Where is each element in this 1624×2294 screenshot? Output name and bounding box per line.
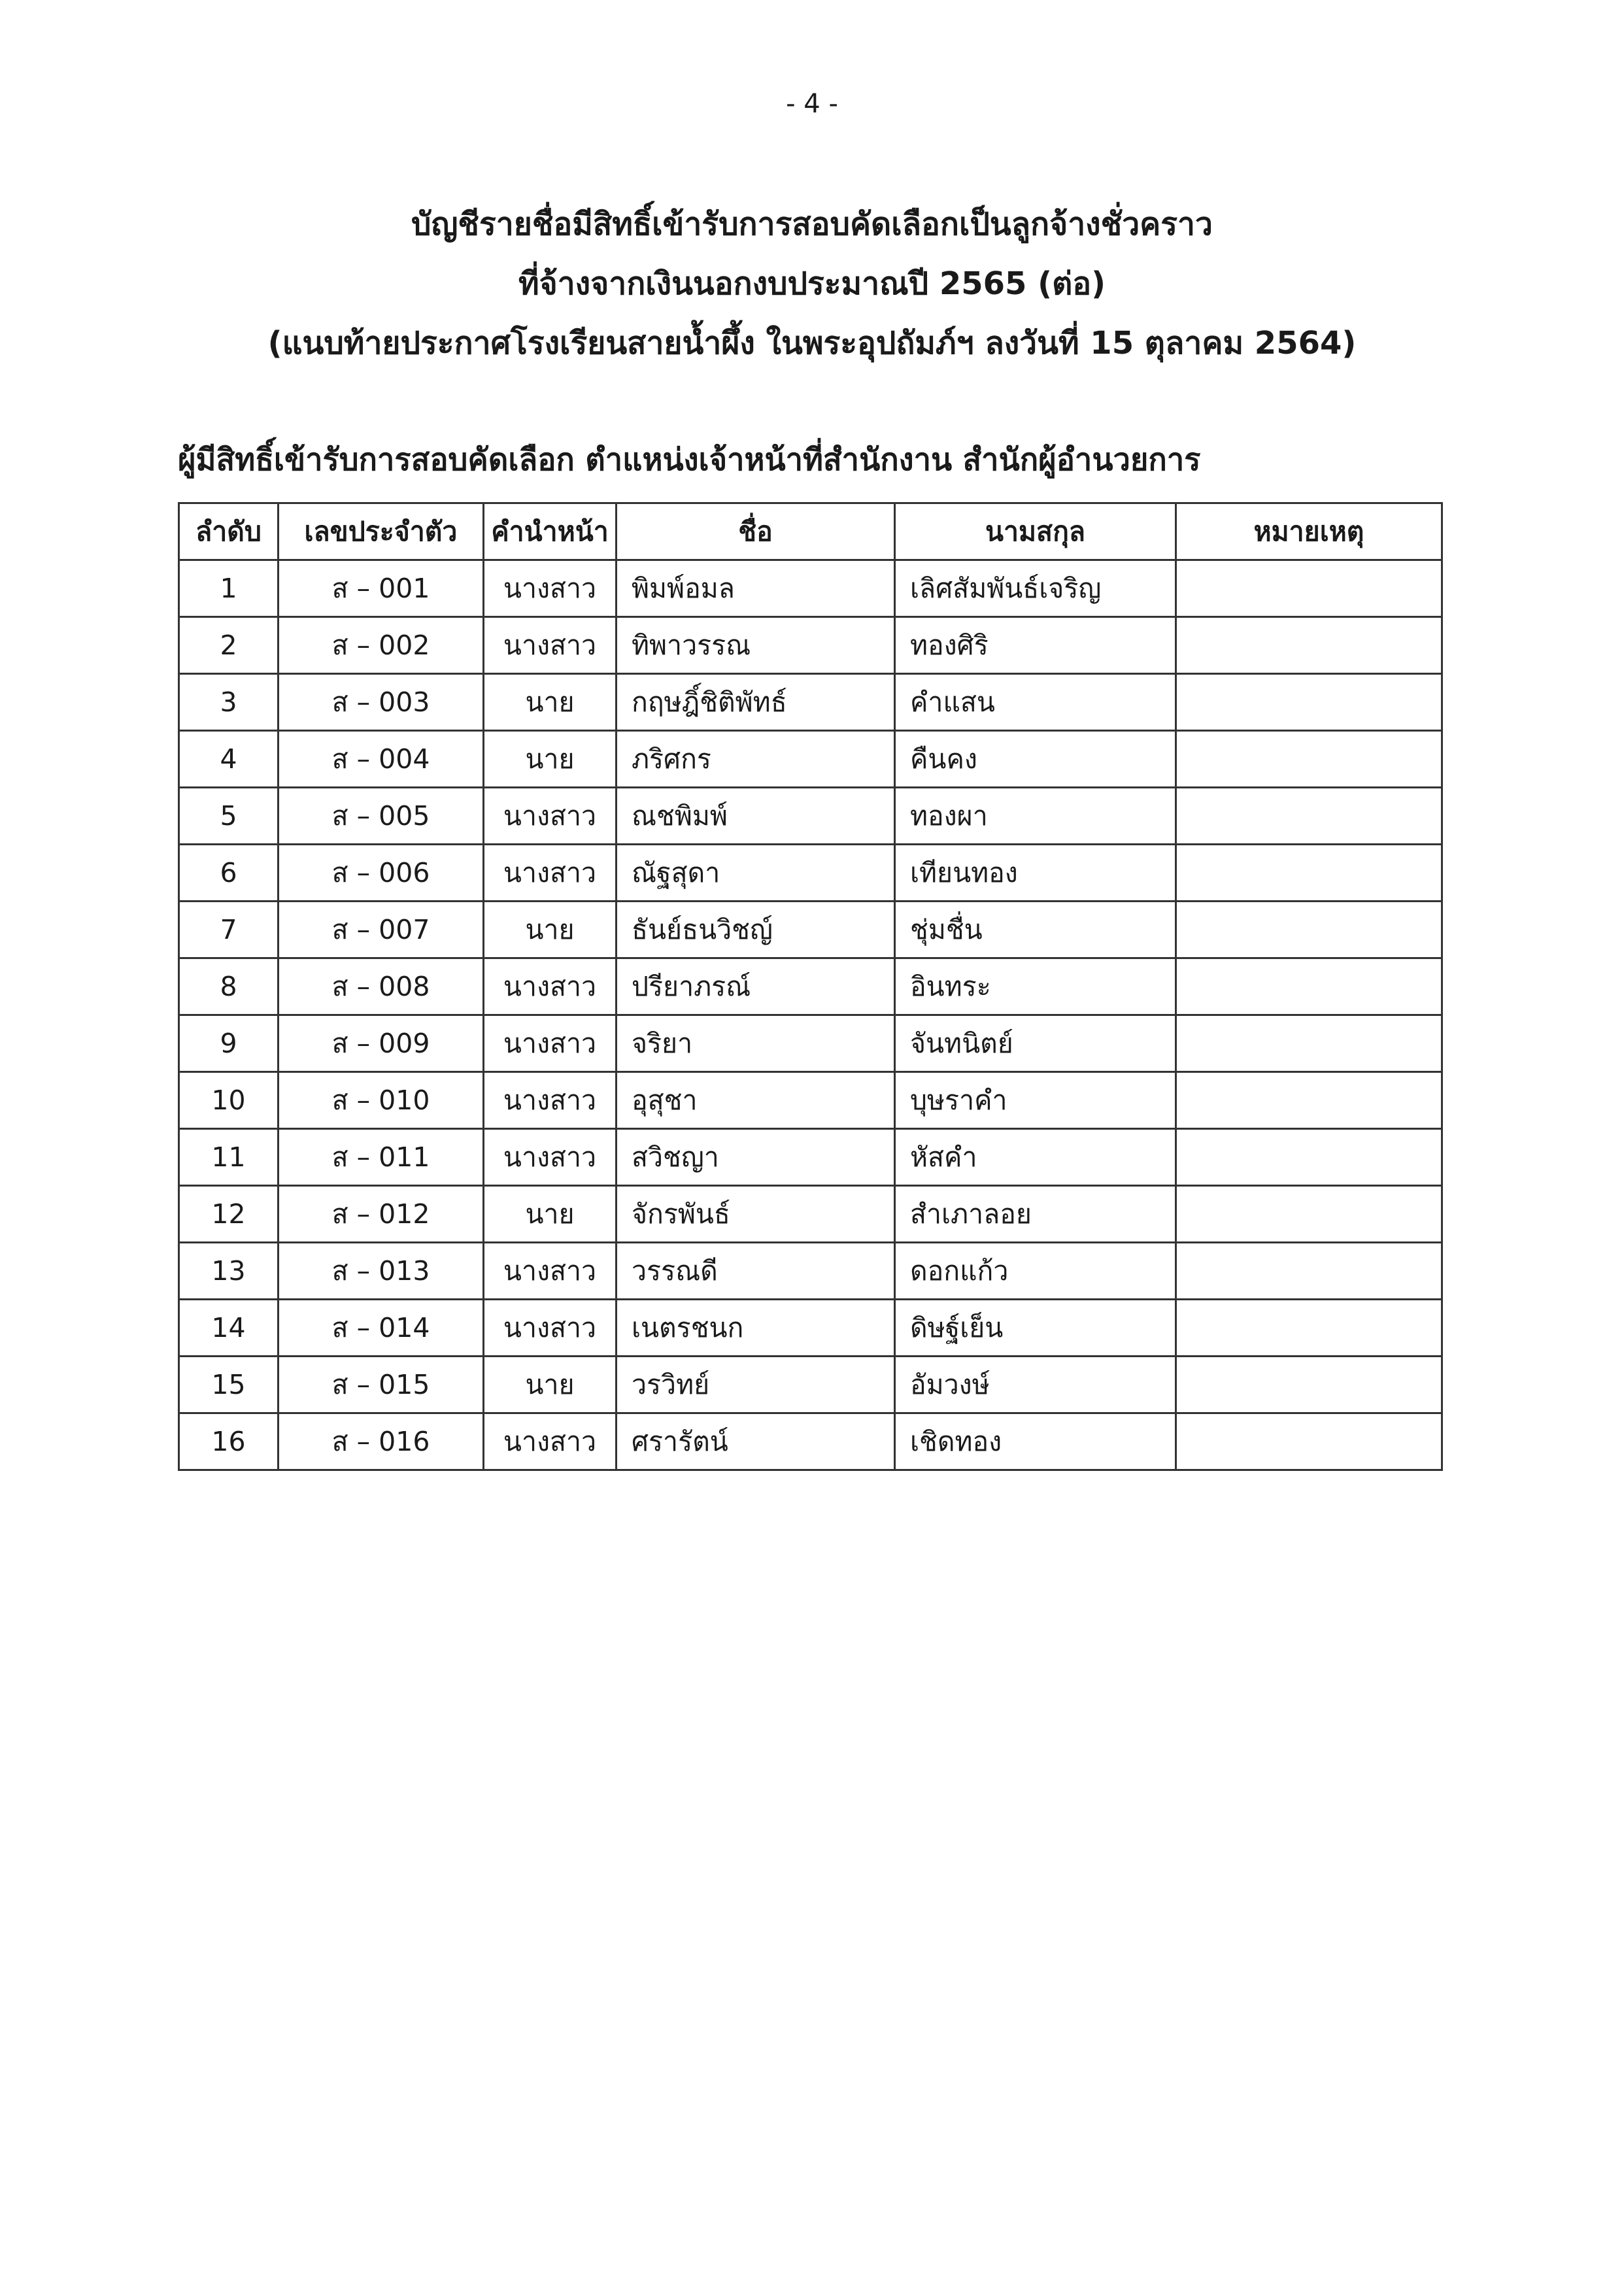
column-header-order: ลำดับ <box>179 503 279 560</box>
cell-last-name: ดอกแก้ว <box>895 1243 1176 1300</box>
table-row <box>179 1413 1442 1470</box>
table-row <box>179 731 1442 788</box>
cell-title: นาย <box>484 902 617 958</box>
cell-note <box>1176 845 1442 902</box>
cell-note <box>1176 902 1442 958</box>
cell-last-name: เทียนทอง <box>895 845 1176 902</box>
cell-last-name: คำแสน <box>895 674 1176 731</box>
table-row <box>179 617 1442 674</box>
cell-id-number: ส – 011 <box>279 1129 484 1186</box>
cell-note <box>1176 1243 1442 1300</box>
cell-order: 8 <box>179 958 279 1015</box>
cell-note <box>1176 1413 1442 1470</box>
cell-id-number: ส – 007 <box>279 902 484 958</box>
cell-first-name: ปรียาภรณ์ <box>617 958 895 1015</box>
cell-order: 5 <box>179 788 279 845</box>
cell-order: 16 <box>179 1413 279 1470</box>
cell-first-name: สวิชญา <box>617 1129 895 1186</box>
cell-note <box>1176 560 1442 617</box>
cell-first-name: วรรณดี <box>617 1243 895 1300</box>
cell-last-name: คืนคง <box>895 731 1176 788</box>
table-row <box>179 788 1442 845</box>
cell-last-name: ทองศิริ <box>895 617 1176 674</box>
cell-note <box>1176 1300 1442 1357</box>
cell-first-name: ธันย์ธนวิชญ์ <box>617 902 895 958</box>
cell-last-name: สำเภาลอย <box>895 1186 1176 1243</box>
cell-id-number: ส – 004 <box>279 731 484 788</box>
cell-first-name: เนตรชนก <box>617 1300 895 1357</box>
table-row <box>179 958 1442 1015</box>
cell-last-name: อัมวงษ์ <box>895 1357 1176 1413</box>
document-title: บัญชีรายชื่อมีสิทธิ์เข้ารับการสอบคัดเลือกเป็นลูกจ้างชั่วคราว <box>411 206 1213 243</box>
cell-last-name: บุษราคำ <box>895 1072 1176 1129</box>
cell-id-number: ส – 009 <box>279 1015 484 1072</box>
cell-id-number: ส – 005 <box>279 788 484 845</box>
candidate-table <box>178 502 1443 1471</box>
cell-note <box>1176 788 1442 845</box>
cell-order: 2 <box>179 617 279 674</box>
cell-first-name: ทิพาวรรณ <box>617 617 895 674</box>
cell-order: 11 <box>179 1129 279 1186</box>
cell-title: นางสาว <box>484 1413 617 1470</box>
cell-first-name: จักรพันธ์ <box>617 1186 895 1243</box>
cell-id-number: ส – 003 <box>279 674 484 731</box>
cell-order: 4 <box>179 731 279 788</box>
cell-title: นางสาว <box>484 1072 617 1129</box>
cell-title: นางสาว <box>484 1243 617 1300</box>
cell-note <box>1176 674 1442 731</box>
table-row <box>179 902 1442 958</box>
table-row <box>179 1072 1442 1129</box>
cell-id-number: ส – 002 <box>279 617 484 674</box>
cell-last-name: อินทระ <box>895 958 1176 1015</box>
cell-title: นางสาว <box>484 1300 617 1357</box>
cell-id-number: ส – 016 <box>279 1413 484 1470</box>
cell-first-name: อุสุชา <box>617 1072 895 1129</box>
section-title: ผู้มีสิทธิ์เข้ารับการสอบคัดเลือก ตำแหน่งเจ้าหน้าที่สำนักงาน สำนักผู้อำนวยการ <box>178 442 1201 478</box>
cell-note <box>1176 1015 1442 1072</box>
table-row <box>179 1357 1442 1413</box>
cell-title: นางสาว <box>484 560 617 617</box>
cell-first-name: กฤษฎิ์ชิติพัทธ์ <box>617 674 895 731</box>
cell-last-name: จันทนิตย์ <box>895 1015 1176 1072</box>
cell-note <box>1176 731 1442 788</box>
cell-id-number: ส – 012 <box>279 1186 484 1243</box>
column-header-note: หมายเหตุ <box>1176 503 1442 560</box>
cell-title: นางสาว <box>484 1129 617 1186</box>
document-subtitle: ที่จ้างจากเงินนอกงบประมาณปี 2565 (ต่อ) <box>518 265 1106 302</box>
cell-note <box>1176 1129 1442 1186</box>
cell-note <box>1176 1072 1442 1129</box>
table-header-row <box>179 503 1442 560</box>
page-number: - 4 - <box>786 89 838 119</box>
cell-id-number: ส – 014 <box>279 1300 484 1357</box>
cell-order: 3 <box>179 674 279 731</box>
cell-first-name: ศรารัตน์ <box>617 1413 895 1470</box>
cell-title: นางสาว <box>484 1015 617 1072</box>
table-row <box>179 1015 1442 1072</box>
cell-id-number: ส – 008 <box>279 958 484 1015</box>
cell-title: นางสาว <box>484 845 617 902</box>
cell-first-name: จริยา <box>617 1015 895 1072</box>
table-body <box>179 560 1442 1470</box>
cell-order: 9 <box>179 1015 279 1072</box>
cell-first-name: ณชพิมพ์ <box>617 788 895 845</box>
cell-last-name: ทองผา <box>895 788 1176 845</box>
cell-id-number: ส – 013 <box>279 1243 484 1300</box>
cell-title: นางสาว <box>484 617 617 674</box>
cell-first-name: ภริศกร <box>617 731 895 788</box>
cell-order: 10 <box>179 1072 279 1129</box>
cell-title: นางสาว <box>484 788 617 845</box>
document-reference: (แนบท้ายประกาศโรงเรียนสายน้ำผึ้ง ในพระอุปถัมภ์ฯ ลงวันที่ 15 ตุลาคม 2564) <box>267 325 1357 362</box>
cell-last-name: เลิศสัมพันธ์เจริญ <box>895 560 1176 617</box>
cell-order: 6 <box>179 845 279 902</box>
cell-first-name: ณัฐสุดา <box>617 845 895 902</box>
cell-title: นางสาว <box>484 958 617 1015</box>
column-header-last-name: นามสกุล <box>895 503 1176 560</box>
cell-title: นาย <box>484 1357 617 1413</box>
cell-last-name: ชุ่มชื่น <box>895 902 1176 958</box>
cell-first-name: วรวิทย์ <box>617 1357 895 1413</box>
table-row <box>179 1186 1442 1243</box>
cell-id-number: ส – 001 <box>279 560 484 617</box>
column-header-id: เลขประจำตัว <box>279 503 484 560</box>
cell-note <box>1176 617 1442 674</box>
cell-order: 1 <box>179 560 279 617</box>
cell-id-number: ส – 015 <box>279 1357 484 1413</box>
cell-id-number: ส – 010 <box>279 1072 484 1129</box>
cell-order: 12 <box>179 1186 279 1243</box>
column-header-title: คำนำหน้า <box>484 503 617 560</box>
cell-title: นาย <box>484 674 617 731</box>
table-row <box>179 845 1442 902</box>
cell-last-name: หัสคำ <box>895 1129 1176 1186</box>
cell-note <box>1176 958 1442 1015</box>
table-row <box>179 674 1442 731</box>
table-row <box>179 1243 1442 1300</box>
table-row <box>179 1129 1442 1186</box>
cell-id-number: ส – 006 <box>279 845 484 902</box>
column-header-first-name: ชื่อ <box>617 503 895 560</box>
cell-note <box>1176 1186 1442 1243</box>
table-row <box>179 560 1442 617</box>
cell-title: นาย <box>484 1186 617 1243</box>
cell-order: 13 <box>179 1243 279 1300</box>
cell-last-name: เชิดทอง <box>895 1413 1176 1470</box>
cell-last-name: ดิษฐ์เย็น <box>895 1300 1176 1357</box>
cell-note <box>1176 1357 1442 1413</box>
cell-first-name: พิมพ์อมล <box>617 560 895 617</box>
cell-order: 14 <box>179 1300 279 1357</box>
cell-title: นาย <box>484 731 617 788</box>
cell-order: 15 <box>179 1357 279 1413</box>
table-row <box>179 1300 1442 1357</box>
cell-order: 7 <box>179 902 279 958</box>
